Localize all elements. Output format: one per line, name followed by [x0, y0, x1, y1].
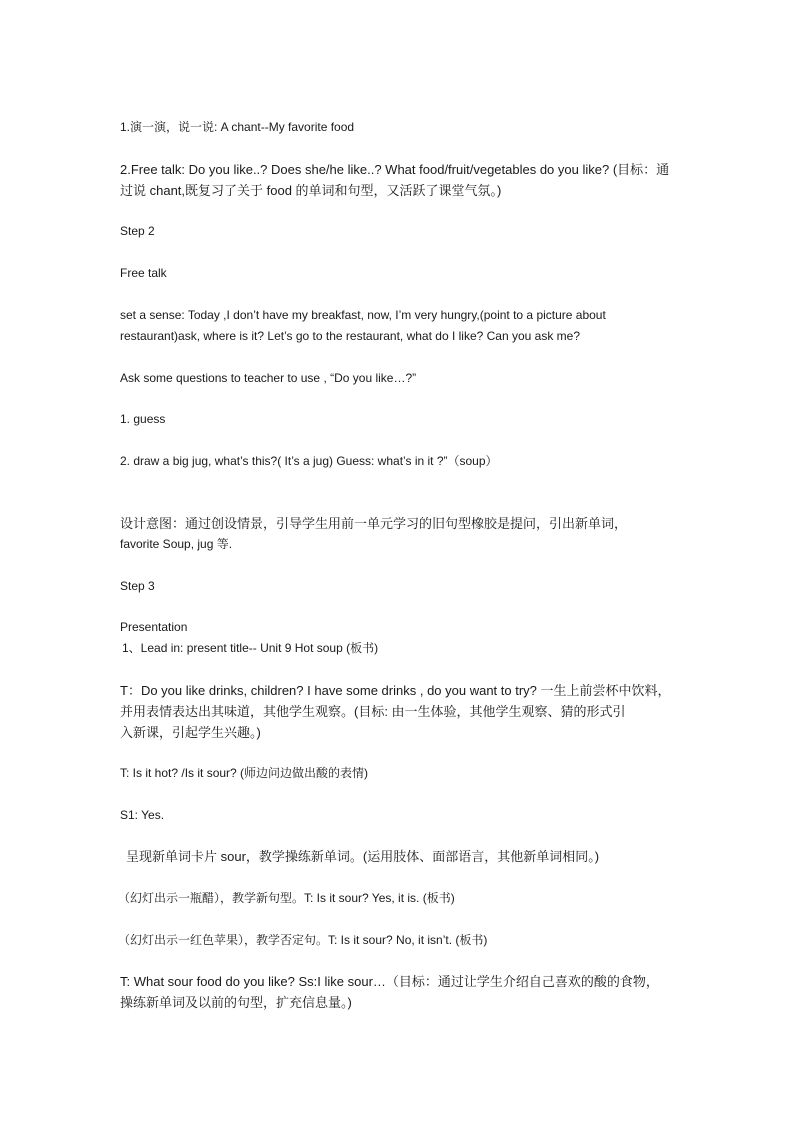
ask-questions-line: Ask some questions to teacher to use , “Do you like…?”: [120, 371, 417, 385]
sour-card-line: 呈现新单词卡片 sour，教学操练新单词。(运用肢体、面部语言，其他新单词相同。): [126, 849, 600, 864]
apple-line: （幻灯出示一红色苹果），教学否定句。T: Is it sour? No, it isn’t. (板书): [118, 933, 488, 947]
design-intent-line-2: favorite Soup, jug 等.: [120, 537, 233, 551]
vinegar-line: （幻灯出示一瓶醋），教学新句型。T: Is it sour? Yes, it is. (板书): [118, 891, 455, 905]
draw-jug-line: 2. draw a big jug, what’s this?( It’s a jug) Guess: what’s in it ?”（soup）: [120, 454, 498, 468]
drinks-line-2: 并用表情表达出其味道，其他学生观察。(目标: 由一生体验，其他学生观察、猜的形式引: [120, 704, 626, 719]
is-it-hot-line: T: Is it hot? /Is it sour? (师边问边做出酸的表情): [120, 766, 369, 780]
chant-line: 1.演一演，说一说: A chant--My favorite food: [120, 120, 355, 134]
sense-line-2: restaurant)ask, where is it? Let’s go to the restaurant, what do I like? Can you ask me?: [120, 329, 581, 343]
sense-line-1: set a sense: Today ,I don’t have my breakfast, now, I’m very hungry,(point to a picture about: [120, 308, 606, 322]
design-intent-line-1: 设计意图：通过创设情景，引导学生用前一单元学习的旧句型橡胶是提问，引出新单词，: [120, 516, 628, 531]
guess-line: 1. guess: [120, 412, 166, 426]
drinks-line-1: T：Do you like drinks, children? I have some drinks , do you want to try? 一生上前尝杯中饮料，: [120, 683, 671, 698]
free-talk-heading: Free talk: [120, 266, 167, 280]
free-talk-line-1: 2.Free talk: Do you like..? Does she/he like..? What food/fruit/vegetables do you like? (目标：通: [120, 162, 670, 177]
step-3-heading: Step 3: [120, 579, 155, 593]
presentation-heading: Presentation: [120, 620, 188, 634]
lead-in-line: 1、Lead in: present title-- Unit 9 Hot soup (板书): [122, 641, 379, 655]
free-talk-line-2: 过说 chant,既复习了关于 food 的单词和句型，又活跃了课堂气氛。): [120, 183, 502, 198]
s1-yes-line: S1: Yes.: [120, 808, 165, 822]
step-2-heading: Step 2: [120, 224, 155, 238]
sour-food-line-1: T: What sour food do you like? Ss:I like sour…（目标：通过让学生介绍自己喜欢的酸的食物，: [120, 974, 659, 989]
sour-food-line-2: 操练新单词及以前的句型，扩充信息量。): [120, 995, 352, 1010]
drinks-line-3: 入新课，引起学生兴趣。): [120, 725, 261, 740]
